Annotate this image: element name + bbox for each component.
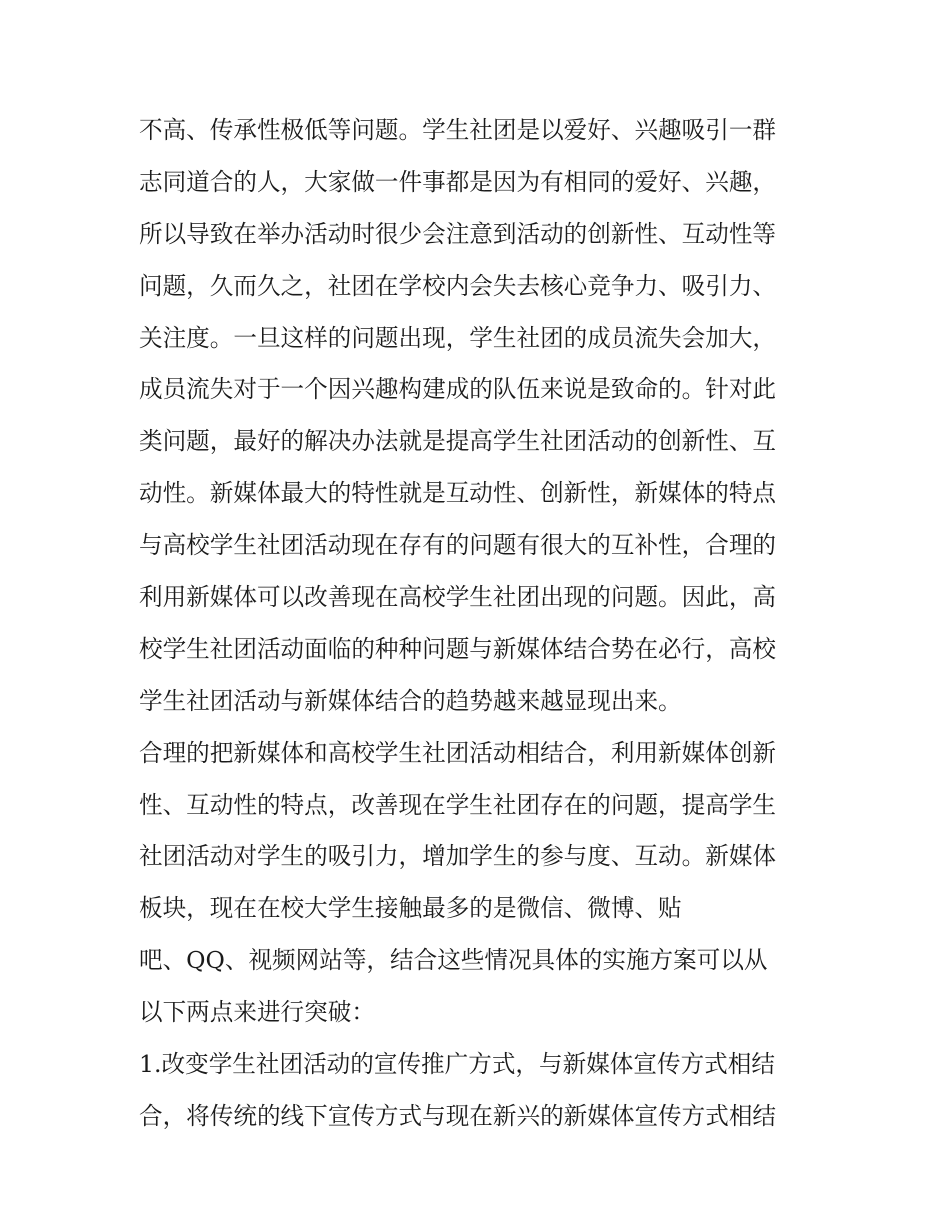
text-line: 板块，现在在校大学生接触最多的是微信、微博、贴 bbox=[139, 894, 682, 923]
text-line: 所以导致在举办活动时很少会注意到活动的创新性、互动性等 bbox=[139, 219, 777, 248]
text-line: 关注度。一旦这样的问题出现，学生社团的成员流失会加大， bbox=[139, 323, 777, 352]
text-line: 社团活动对学生的吸引力，增加学生的参与度、互动。新媒体 bbox=[139, 842, 777, 871]
text-line: 合，将传统的线下宣传方式与现在新兴的新媒体宣传方式相结 bbox=[139, 1101, 777, 1130]
body-text bbox=[139, 105, 819, 1143]
text-line: 校学生社团活动面临的种种问题与新媒体结合势在必行，高校 bbox=[139, 634, 777, 663]
text-line: 类问题，最好的解决办法就是提高学生社团活动的创新性、互 bbox=[139, 427, 777, 456]
text-line: 1.改变学生社团活动的宣传推广方式，与新媒体宣传方式相结 bbox=[139, 1050, 775, 1079]
text-line: 利用新媒体可以改善现在高校学生社团出现的问题。因此，高 bbox=[139, 583, 777, 612]
text-line: 问题，久而久之，社团在学校内会失去核心竞争力、吸引力、 bbox=[139, 271, 777, 300]
text-line: 性、互动性的特点，改善现在学生社团存在的问题，提高学生 bbox=[139, 790, 777, 819]
text-line: 合理的把新媒体和高校学生社团活动相结合，利用新媒体创新 bbox=[139, 738, 777, 767]
text-line: 志同道合的人，大家做一件事都是因为有相同的爱好、兴趣， bbox=[139, 167, 777, 196]
text-line: 与高校学生社团活动现在存有的问题有很大的互补性，合理的 bbox=[139, 531, 777, 560]
text-line: 动性。新媒体最大的特性就是互动性、创新性，新媒体的特点 bbox=[139, 479, 777, 508]
text-line: 不高、传承性极低等问题。学生社团是以爱好、兴趣吸引一群 bbox=[139, 116, 777, 144]
text-line: 吧、QQ、视频网站等，结合这些情况具体的实施方案可以从 bbox=[139, 946, 768, 975]
text-line: 学生社团活动与新媒体结合的趋势越来越显现出来。 bbox=[139, 686, 682, 715]
text-line: 成员流失对于一个因兴趣构建成的队伍来说是致命的。针对此 bbox=[139, 375, 777, 404]
text-line: 以下两点来进行突破： bbox=[139, 998, 375, 1027]
